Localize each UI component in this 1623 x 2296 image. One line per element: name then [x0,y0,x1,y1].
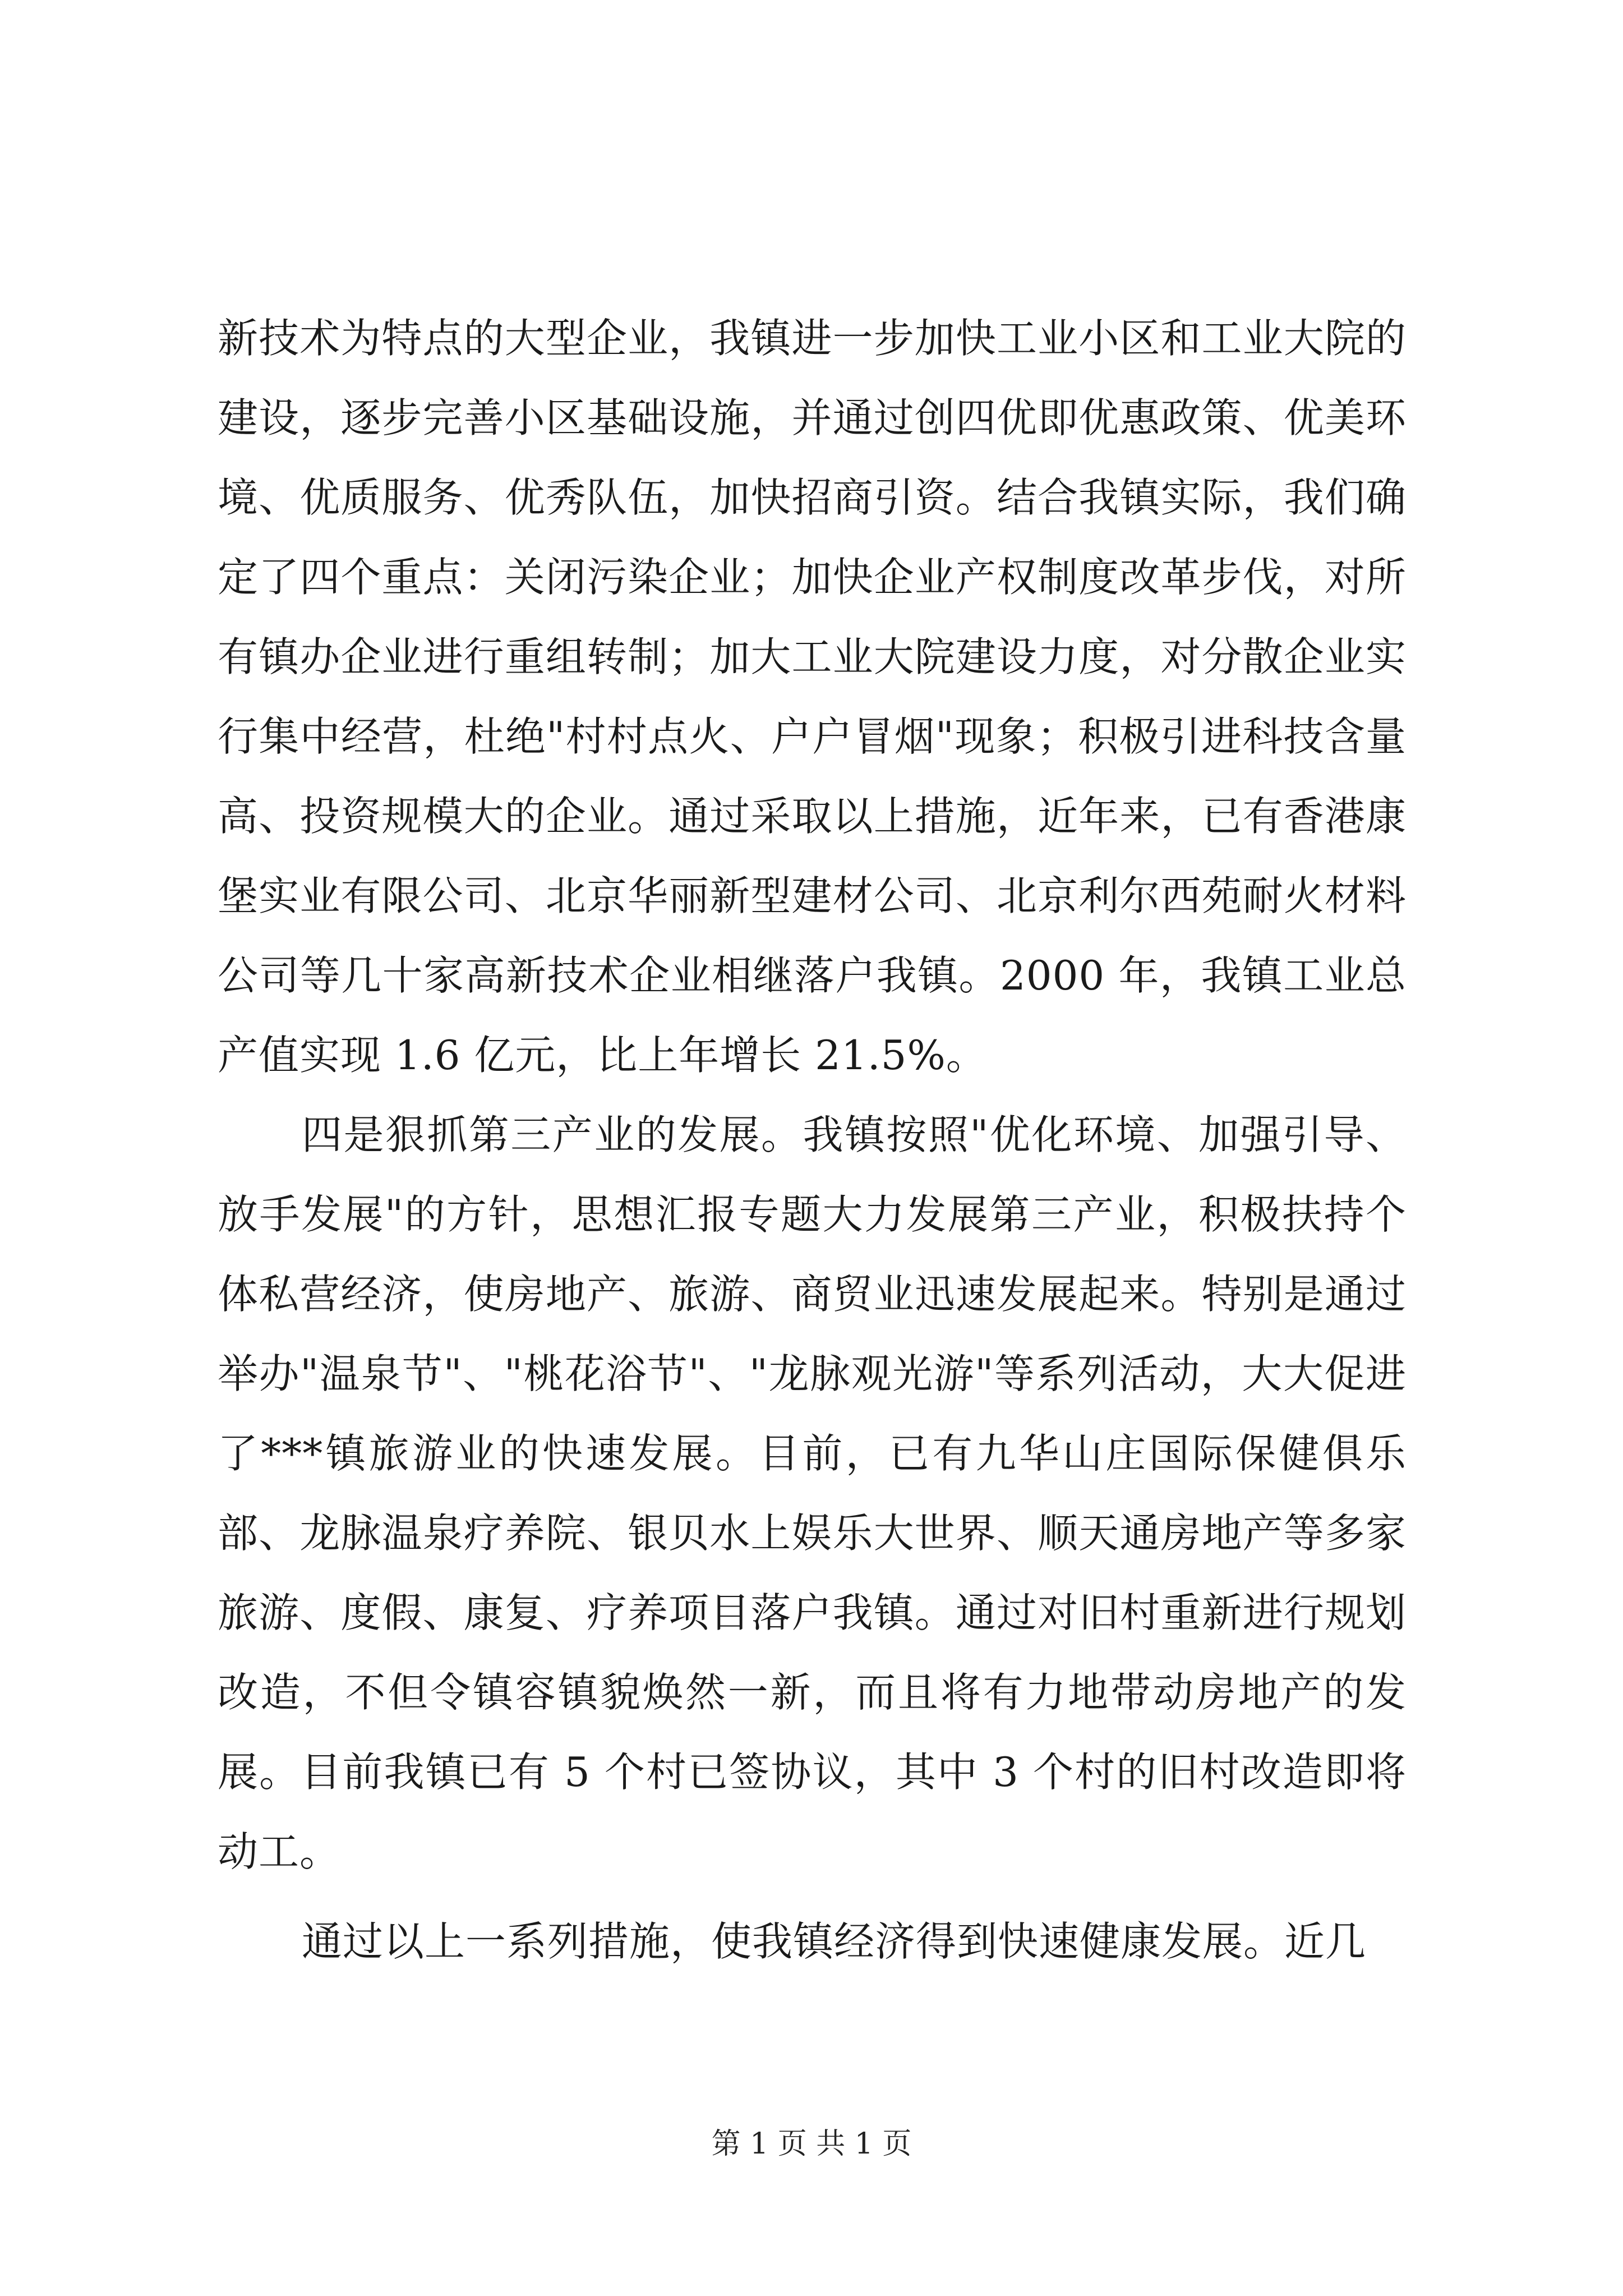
document-body [218,298,1407,1981]
paragraph-industry: 新技术为特点的大型企业，我镇进一步加快工业小区和工业大院的建设，逐步完善小区基础设施，并通过创四优即优惠政策、优美环境、优质服务、优秀队伍，加快招商引资。结合我镇实际，我们确定了四个重点：关闭污染企业；加快企业产权制度改革步伐，对所有镇办企业进行重组转制；加大工业大院建设力度，对分散企业实行集中经营，杜绝"村村点火、户户冒烟"现象；积极引进科技含量高、投资规模大的企业。通过采取以上措施，近年来，已有香港康堡实业有限公司、北京华丽新型建材公司、北京利尔西苑耐火材料公司等几十家高新技术企业相继落户我镇。2000 年，我镇工业总产值实现 1.6 亿元，比上年增长 21.5%。 [218,315,1407,1079]
paragraph-tertiary-industry: 四是狠抓第三产业的发展。我镇按照"优化环境、加强引导、放手发展"的方针，思想汇报专题大力发展第三产业，积极扶持个体私营经济，使房地产、旅游、商贸业迅速发展起来。特别是通过举办"温泉节"、"桃花浴节"、"龙脉观光游"等系列活动，大大促进了***镇旅游业的快速发展。目前，已有九华山庄国际保健俱乐部、龙脉温泉疗养院、银贝水上娱乐大世界、顺天通房地产等多家旅游、度假、康复、疗养项目落户我镇。通过对旧村重新进行规划改造，不但令镇容镇貌焕然一新，而且将有力地带动房地产的发展。目前我镇已有 5 个村已签协议，其中 3 个村的旧村改造即将动工。 [218,1111,1407,1875]
paragraph-summary: 通过以上一系列措施，使我镇经济得到快速健康发展。近几 [302,1918,1367,1965]
page-footer: 第 1 页 共 1 页 [711,2127,912,2161]
